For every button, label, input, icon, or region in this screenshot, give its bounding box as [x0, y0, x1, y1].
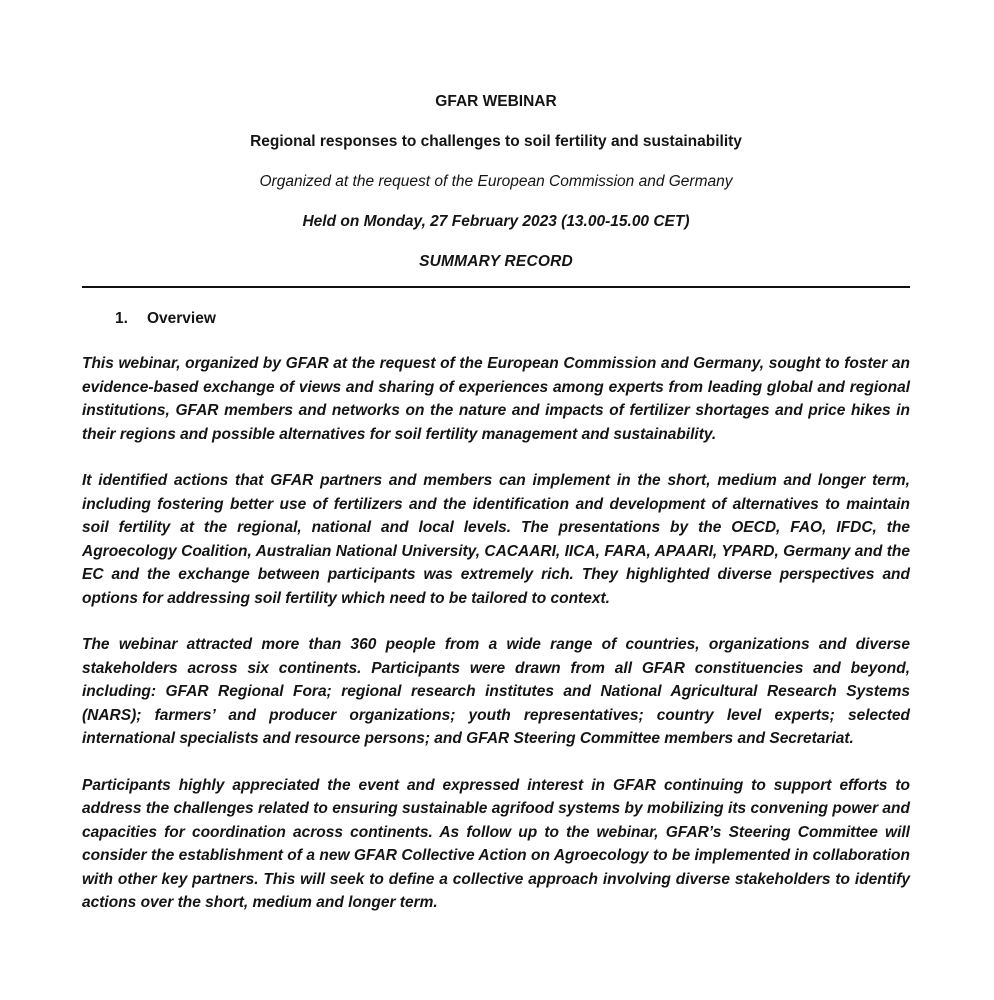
section-number: 1. [115, 310, 128, 327]
paragraph-4: Participants highly appreciated the event and expressed interest in GFAR continuing to support efforts to address the challenges related to ensuring sustainable agrifood systems by mobilizing its convening power and capacities for coordination across continents. As follow up to the webinar, GFAR’s Steering Committee will consider the establishment of a new GFAR Collective Action on Agroecology to be implemented in collaboration with other key partners. This will seek to define a collective approach involving diverse stakeholders to identify actions over the short, medium and longer term. [82, 776, 910, 911]
section-heading-overview [82, 310, 910, 328]
paragraph-1: This webinar, organized by GFAR at the request of the European Commission and Germany, sought to foster an evidence-based exchange of views and sharing of experiences among experts from leading global and regional institutions, GFAR members and networks on the nature and impacts of fertilizer shortages and price hikes in their regions and possible alternatives for soil fertility management and sustainability. [82, 355, 910, 443]
document-title: GFAR WEBINAR [435, 93, 557, 110]
paragraph-2: It identified actions that GFAR partners and members can implement in the short, medium and longer term, including fostering better use of fertilizers and the identification and development of alternatives to maintain soil fertility at the regional, national and local levels. The presentations by the OECD, FAO, IFDC, the Agroecology Coalition, Australian National University, CACAARI, IICA, FARA, APAARI, YPARD, Germany and the EC and the exchange between participants was extremely rich. They highlighted diverse perspectives and options for addressing soil fertility which need to be tailored to context. [82, 472, 910, 607]
document-body [82, 352, 910, 915]
organized-by-line: Organized at the request of the European Commission and Germany [259, 173, 733, 190]
summary-record-heading: SUMMARY RECORD [419, 253, 573, 270]
section-title: Overview [146, 310, 216, 327]
document-subtitle: Regional responses to challenges to soil fertility and sustainability [250, 133, 742, 150]
document-header [82, 92, 910, 288]
paragraph-3: The webinar attracted more than 360 people from a wide range of countries, organizations and diverse stakeholders across six continents. Participants were drawn from all GFAR constituencies and beyond, including: GFAR Regional Fora; regional research institutes and National Agricultural Research Systems (NARS); farmers’ and producer organizations; youth representatives; country level experts; selected international specialists and resource persons; and GFAR Steering Committee members and Secretariat. [82, 636, 910, 747]
event-date-line: Held on Monday, 27 February 2023 (13.00-15.00 CET) [302, 213, 690, 230]
